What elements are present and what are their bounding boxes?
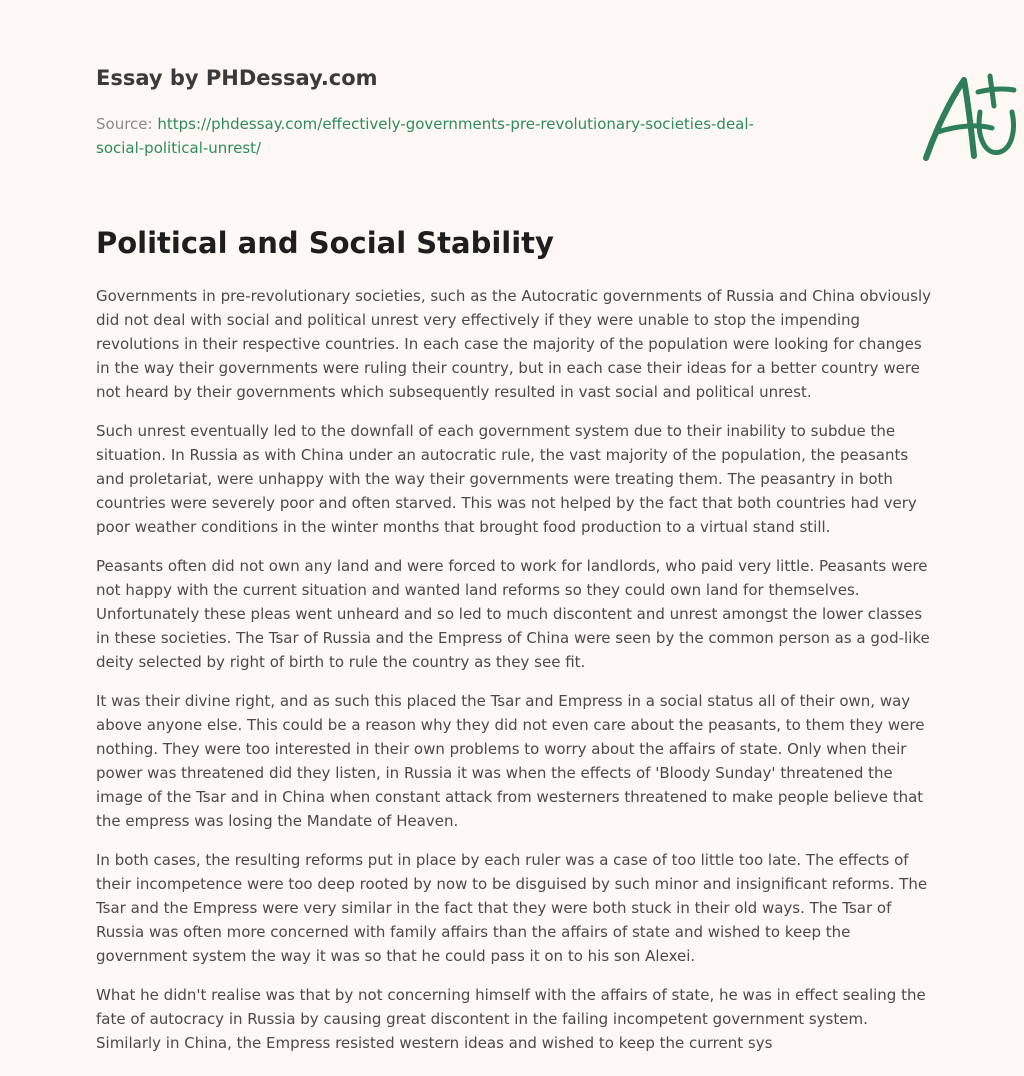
body-paragraph-4: It was their divine right, and as such this placed the Tsar and Empress in a social status all of their own, way above anyone else. This could be a reason why they did not even care about the peasants, to them they were nothing. They were too interested in their own problems to worry about the affairs of state. Only when their power was threatened did they listen, in Russia it was when the effects of 'Bloody Sunday' threatened the image of the Tsar and in China when constant attack from westerners threatened to make people believe that the empress was losing the Mandate of Heaven.: [96, 692, 925, 830]
source-line: [96, 112, 796, 160]
a-plus-grade-icon: [916, 72, 1020, 164]
essay-title: Political and Social Stability: [96, 226, 554, 260]
site-brand: Essay by PHDessay.com: [96, 66, 378, 90]
source-label: Source:: [96, 115, 153, 133]
body-paragraph-5: In both cases, the resulting reforms put in place by each ruler was a case of too little too late. The effects of their incompetence were too deep rooted by now to be disguised by such minor and insignificant reforms. The Tsar and the Empress were very similar in the fact that they were both stuck in their old ways. The Tsar of Russia was often more concerned with family affairs than the affairs of state and wished to keep the government system the way it was so that he could pass it on to his son Alexei.: [96, 851, 928, 965]
source-link[interactable]: https://phdessay.com/effectively-governments-pre-revolutionary-societies-deal-social-political-unrest/: [96, 115, 754, 157]
body-paragraph-2: Such unrest eventually led to the downfall of each government system due to their inability to subdue the situation. In Russia as with China under an autocratic rule, the vast majority of the population, the peasants and proletariat, were unhappy with the way their governments were treating them. The peasantry in both countries were severely poor and often starved. This was not helped by the fact that both countries had very poor weather conditions in the winter months that brought food production to a virtual stand still.: [96, 422, 917, 536]
body-paragraph-6: What he didn't realise was that by not concerning himself with the affairs of state, he was in effect sealing the fate of autocracy in Russia by causing great discontent in the failing incompetent government system. Similarly in China, the Empress resisted western ideas and wished to keep the current sys: [96, 986, 926, 1052]
body-paragraph-1: Governments in pre-revolutionary societies, such as the Autocratic governments of Russia and China obviously did not deal with social and political unrest very effectively if they were unable to stop the impending revolutions in their respective countries. In each case the majority of the population were looking for changes in the way their governments were ruling their country, but in each case their ideas for a better country were not heard by their governments which subsequently resulted in vast social and political unrest.: [96, 287, 932, 401]
body-paragraph-3: Peasants often did not own any land and were forced to work for landlords, who paid very little. Peasants were not happy with the current situation and wanted land reforms so they could own land for themselves. Unfortunately these pleas went unheard and so led to much discontent and unrest amongst the lower classes in these societies. The Tsar of Russia and the Empress of China were seen by the common person as a god-like deity selected by right of birth to rule the country as they see fit.: [96, 557, 930, 671]
essay-body: [96, 284, 932, 1070]
